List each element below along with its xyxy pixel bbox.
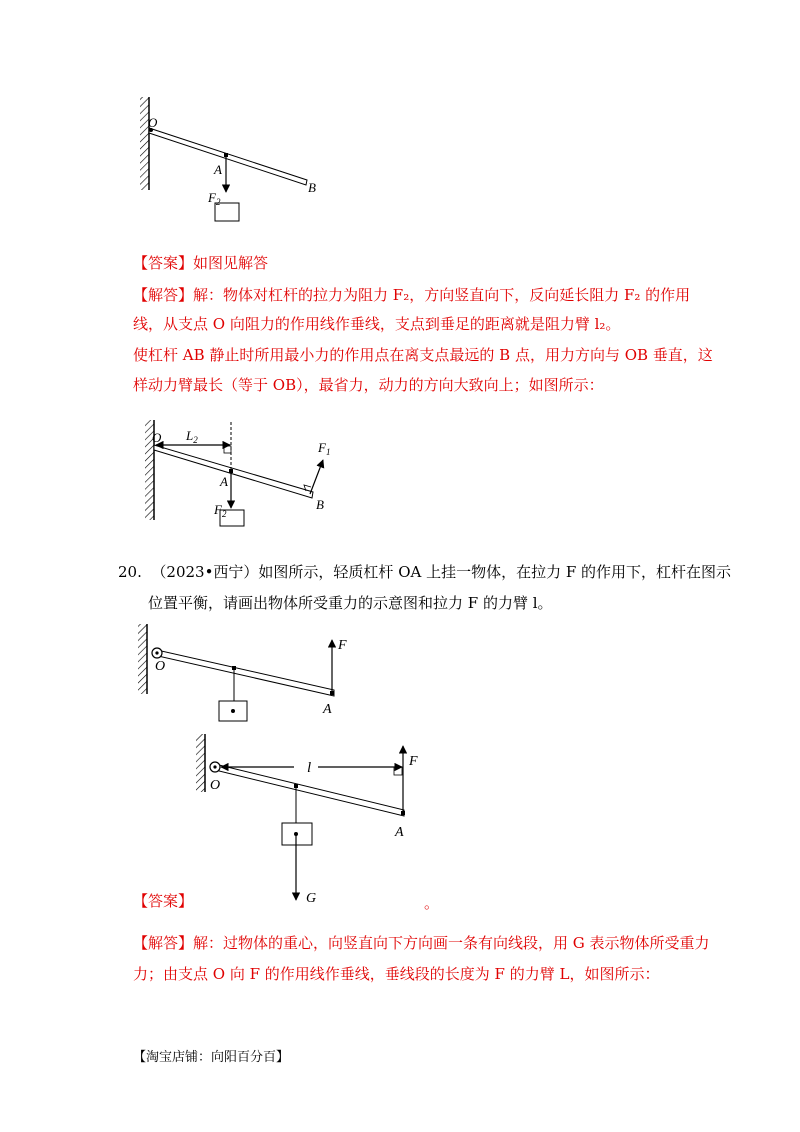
label-f: F: [338, 638, 347, 653]
analysis-2-line-2: 力；由支点 O 向 F 的作用线作垂线，垂线段的长度为 F 的力臂 L，如图所示：: [133, 965, 660, 983]
label-a: A: [220, 474, 228, 489]
analysis-text: 解：过物体的重心，向竖直向下方向画一条有向线段，用 G 表示物体所受重力: [193, 934, 710, 952]
analysis-1-line-1: [133, 285, 690, 305]
label-a: A: [323, 702, 332, 717]
pivot-dot: [213, 765, 216, 768]
force-f1-arrow: [310, 460, 323, 494]
point-a-mark: [330, 691, 334, 695]
label-f: F: [409, 754, 418, 769]
wall-hatch: [196, 734, 205, 792]
point-a-mark: [401, 811, 405, 815]
label-f1: $F_1$: [318, 440, 331, 457]
footer-shop-name: 【淘宝店铺：向阳百分百】: [133, 1050, 290, 1065]
label-f2: $F_2$: [208, 190, 221, 207]
point-a-mark: [229, 469, 233, 473]
lever-figure-3: [135, 622, 355, 727]
question-20-line-2: 位置平衡，请画出物体所受重力的示意图和拉力 F 的力臂 l。: [148, 594, 553, 612]
lever-bar: [157, 650, 334, 696]
wall-hatch: [140, 97, 149, 190]
answer-2-tag: 【答案】: [133, 892, 194, 910]
label-o: O: [152, 430, 162, 445]
analysis-tag: 【解答】: [133, 286, 194, 304]
analysis-1-line-4: 样动力臂最长（等于 OB），最省力，动力的方向大致向上；如图所示：: [133, 376, 604, 394]
lever-figure-4: [190, 732, 430, 910]
lever-figure-1: [130, 95, 340, 235]
answer-text: 如图见解答: [193, 254, 269, 272]
lever-bar: [154, 445, 313, 498]
label-l2: $L_2$: [186, 428, 198, 445]
analysis-1-line-3: 使杠杆 AB 静止时所用最小力的作用点在离支点最远的 B 点，用力方向与 OB 垂直，这: [133, 346, 713, 364]
lever-figure-2: [130, 412, 350, 527]
label-o: O: [148, 115, 158, 130]
analysis-tag: 【解答】: [133, 934, 194, 952]
answer-1: [133, 253, 268, 273]
label-b: B: [316, 497, 324, 512]
label-o: O: [210, 778, 221, 793]
analysis-text: 解：物体对杠杆的拉力为阻力 F₂，方向竖直向下，反向延长阻力 F₂ 的作用: [193, 286, 691, 304]
weight-center: [231, 709, 235, 713]
label-a: A: [214, 162, 222, 177]
label-a: A: [395, 825, 404, 840]
label-b: B: [308, 180, 316, 195]
question-20-line-1: [118, 562, 731, 582]
analysis-2-line-1: [133, 933, 710, 953]
right-angle-mark: [224, 446, 231, 453]
hanging-point-mark: [232, 666, 236, 670]
analysis-1-line-2: 线，从支点 O 向阻力的作用线作垂线，支点到垂足的距离就是阻力臂 l₂。: [133, 315, 621, 333]
label-g: G: [306, 891, 317, 906]
wall-hatch: [138, 624, 147, 694]
answer-tag: 【答案】: [133, 254, 194, 272]
point-a-mark: [224, 153, 228, 157]
label-l: l: [307, 760, 312, 776]
question-text: （2023•西宁）如图所示，轻质杠杆 OA 上挂一物体，在拉力 F 的作用下，杠杆在图示: [151, 563, 732, 581]
label-f2: $F_2$: [214, 502, 227, 519]
right-angle-mark: [394, 767, 402, 775]
hanging-point-mark: [294, 784, 298, 788]
label-o: O: [155, 659, 166, 674]
pivot-dot: [155, 651, 158, 654]
question-number: 20.: [118, 563, 142, 581]
answer-2-end-mark: 。: [424, 894, 440, 912]
